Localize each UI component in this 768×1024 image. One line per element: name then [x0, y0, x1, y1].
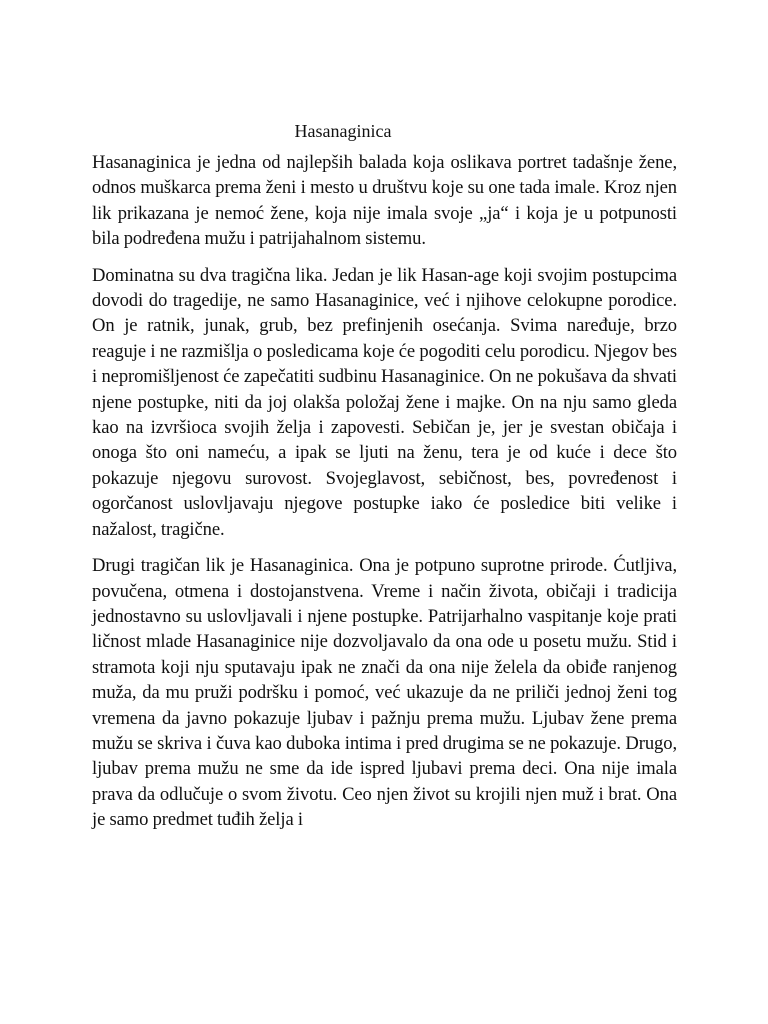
- paragraph-3: Drugi tragičan lik je Hasanaginica. Ona je potpuno suprotne prirode. Ćutljiva, povučena, otmena i dostojanstvena. Vreme i način života, običaji i tradicija jednostavno su uslovljavali i njene postupke. Patrijarhalno vaspitanje koje prati ličnost mlade Hasanaginice nije dozvoljavalo da ona ode u posetu mužu. Stid i stramota koji nju sputavaju ipak ne znači da ona nije želela da obiđe ranjenog muža, da mu pruži podršku i pomoć, već ukazuje da ne priliči jednoj ženi tog vremena da javno pokazuje ljubav i pažnju prema mužu. Ljubav žene prema mužu se skriva i čuva kao duboka intima i pred drugima se ne pokazuje. Drugo, ljubav prema mužu ne sme da ide ispred ljubavi prema deci. Ona nije imala prava da odlučuje o svom životu. Ceo njen život su krojili njen muž i brat. Ona je samo predmet tuđih želja i: [92, 555, 677, 831]
- document-title: Hasanaginica: [294, 121, 392, 141]
- paragraph-2: Dominatna su dva tragična lika. Jedan je lik Hasan-age koji svojim postupcima dovodi do tragedije, ne samo Hasanaginice, već i njihove celokupne porodice. On je ratnik, junak, grub, bez prefinjenih osećanja. Svima naređuje, brzo reaguje i ne razmišlja o posledicama koje će pogoditi celu porodicu. Njegov bes i nepromišljenost će zapečatiti sudbinu Hasanaginice. On ne pokušava da shvati njene postupke, niti da joj olakša položaj žene i majke. On na nju samo gleda kao na izvršioca svojih želja i zapovesti. Sebičan je, jer je svestan običaja i onoga što oni nameću, a ipak se ljuti na ženu, tera je od kuće i dece što pokazuje njegovu surovost. Svojeglavost, sebičnost, bes, povređenost i ogorčanost uslovljavaju njegove postupke iako će posledice biti velike i nažalost, tragične.: [92, 264, 677, 540]
- paragraph-1: Hasanaginica je jedna od najlepših balada koja oslikava portret tadašnje žene, odnos muškarca prema ženi i mesto u društvu koje su one tada imale. Kroz njen lik prikazana je nemoć žene, koja nije imala svoje „ja“ i koja je u potpunosti bila podređena mužu i patrijahalnom sistemu.: [92, 152, 677, 250]
- document-body: [92, 150, 677, 844]
